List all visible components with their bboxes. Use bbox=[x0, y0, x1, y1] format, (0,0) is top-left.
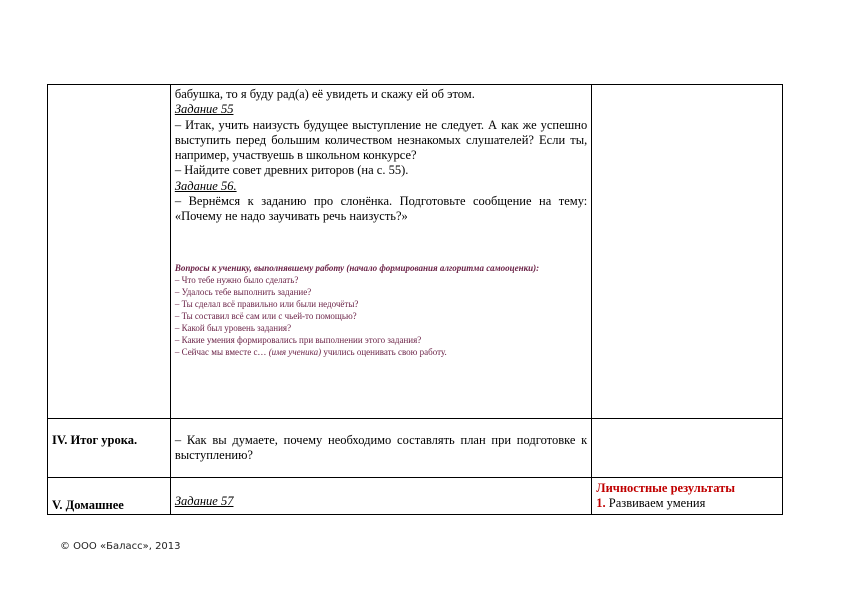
task-label: Задание 55 bbox=[174, 102, 234, 117]
question-item: – Ты сделал всё правильно или были недочёты? bbox=[174, 298, 359, 309]
student-name-placeholder: (имя ученика) bbox=[268, 346, 322, 357]
table-row bbox=[48, 419, 783, 478]
question-item: – Какой был уровень задания? bbox=[174, 322, 292, 333]
question-item: – Что тебе нужно было сделать? bbox=[174, 274, 299, 285]
text-line: – Итак, учить наизусть будущее выступление не следует. А как же успешно выступить перед большим количеством незнакомых слушателей? Если ты, например, участвуешь в школьном конкурсе? bbox=[174, 117, 588, 163]
results-item bbox=[596, 496, 778, 511]
content-cell bbox=[171, 85, 592, 418]
lesson-table bbox=[47, 84, 783, 515]
question-end: учились оценивать свою работу. bbox=[323, 346, 447, 357]
stage-label: IV. Итог урока. bbox=[52, 433, 138, 447]
results-cell bbox=[592, 419, 783, 477]
question-start: – Сейчас мы вместе с… bbox=[174, 346, 267, 357]
question-item: – Удалось тебе выполнить задание? bbox=[174, 286, 312, 297]
question-item: – Ты составил всё сам или с чьей-то помощью? bbox=[174, 310, 357, 321]
content-cell bbox=[171, 478, 592, 514]
stage-cell bbox=[48, 478, 171, 514]
results-title: Личностные результаты bbox=[596, 481, 736, 495]
stage-cell bbox=[48, 419, 171, 477]
stage-cell bbox=[48, 85, 171, 418]
result-text: Развиваем умения bbox=[608, 496, 706, 510]
question-item: – Какие умения формировались при выполнении этого задания? bbox=[174, 334, 422, 345]
task-label: Задание 57 bbox=[174, 494, 234, 508]
table-row bbox=[48, 85, 783, 419]
text-line: – Как вы думаете, почему необходимо составлять план при подготовке к выступлению? bbox=[174, 433, 588, 463]
stage-label: V. Домашнее bbox=[52, 498, 124, 512]
task-label: Задание 56. bbox=[174, 178, 237, 193]
content-cell bbox=[171, 419, 592, 477]
copyright-footer: © ООО «Баласс», 2013 bbox=[60, 541, 181, 552]
result-number: 1. bbox=[596, 496, 606, 510]
results-cell bbox=[592, 85, 783, 418]
text-line: – Вернёмся к заданию про слонёнка. Подготовьте сообщение на тему: «Почему не надо заучивать речь наизусть?» bbox=[174, 194, 588, 224]
question-item bbox=[175, 346, 587, 358]
text-line: – Найдите совет древних риторов (на с. 55). bbox=[174, 163, 409, 178]
text-line: бабушка, то я буду рад(а) её увидеть и скажу ей об этом. bbox=[174, 87, 475, 101]
table-row bbox=[48, 478, 783, 515]
questions-header: Вопросы к ученику, выполнявшему работу (начало формирования алгоритма самооценки): bbox=[174, 262, 540, 273]
questions-block bbox=[175, 262, 587, 358]
results-cell bbox=[592, 478, 783, 514]
